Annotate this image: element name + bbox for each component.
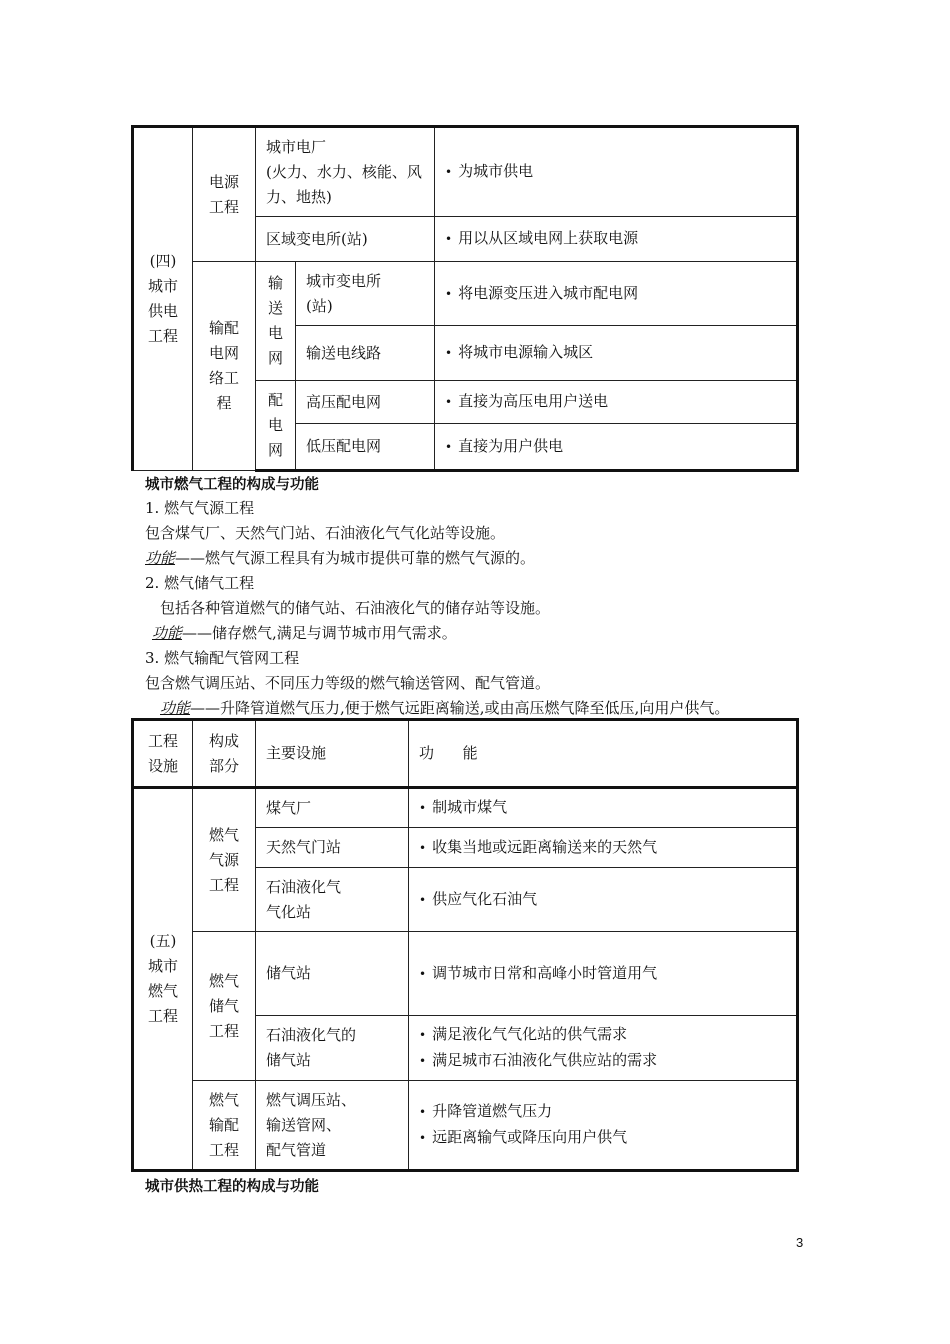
facility-cell: 低压配电网 — [296, 424, 435, 471]
facility-cell: 石油液化气 气化站 — [256, 868, 409, 932]
page-number: 3 — [796, 1235, 804, 1250]
group-cell-gas-distribution: 燃气 输配 工程 — [193, 1081, 256, 1171]
function-cell: • 升降管道燃气压力 • 远距离输气或降压向用户供气 — [409, 1081, 798, 1171]
gas-item1-title: 1. 燃气气源工程 — [145, 499, 255, 517]
header-cell: 构成 部分 — [193, 720, 256, 788]
facility-cell: 城市电厂 (火力、水力、核能、风 力、地热) — [256, 127, 435, 217]
gas-item2-title: 2. 燃气储气工程 — [145, 574, 255, 592]
function-text: ——升降管道燃气压力,便于燃气远距离输送,或由高压燃气降至低压,向用户供气。 — [190, 699, 730, 717]
facility-cell: 城市变电所 (站) — [296, 262, 435, 326]
function-cell: • 将电源变压进入城市配电网 — [435, 262, 798, 326]
facility-cell: 储气站 — [256, 932, 409, 1016]
function-cell: • 收集当地或远距离输送来的天然气 — [409, 828, 798, 868]
header-cell: 工程 设施 — [133, 720, 193, 788]
header-cell: 功 能 — [409, 720, 798, 788]
group-cell-gas-source: 燃气 气源 工程 — [193, 788, 256, 932]
facility-cell: 天然气门站 — [256, 828, 409, 868]
gas-item3-title: 3. 燃气输配气管网工程 — [145, 649, 300, 667]
group-cell-network: 输配 电网 络工 程 — [193, 262, 256, 471]
function-cell: • 将城市电源输入城区 — [435, 326, 798, 381]
group-cell-gas-storage: 燃气 储气 工程 — [193, 932, 256, 1081]
function-label: 功能 — [160, 699, 191, 717]
function-cell: • 直接为高压电用户送电 — [435, 381, 798, 424]
function-cell: • 为城市供电 — [435, 127, 798, 217]
function-text: ——燃气气源工程具有为城市提供可靠的燃气气源的。 — [175, 549, 536, 567]
facility-cell: 煤气厂 — [256, 788, 409, 828]
function-cell: • 直接为用户供电 — [435, 424, 798, 471]
section-cell-power: (四) 城市 供电 工程 — [133, 127, 193, 471]
facility-cell: 燃气调压站、 输送管网、 配气管道 — [256, 1081, 409, 1171]
function-cell: • 供应气化石油气 — [409, 868, 798, 932]
function-cell: • 调节城市日常和高峰小时管道用气 — [409, 932, 798, 1016]
function-cell: • 用以从区域电网上获取电源 — [435, 217, 798, 262]
facility-cell: 高压配电网 — [296, 381, 435, 424]
function-label: 功能 — [152, 624, 183, 642]
power-supply-table — [131, 125, 799, 472]
gas-table — [131, 718, 799, 1172]
group-cell-source: 电源 工程 — [193, 127, 256, 262]
gas-item2-function — [152, 621, 457, 646]
function-cell: • 满足液化气气化站的供气需求 • 满足城市石油液化气供应站的需求 — [409, 1016, 798, 1081]
gas-item1-text: 包含煤气厂、天然气门站、石油液化气气化站等设施。 — [145, 524, 506, 542]
gas-section-heading: 城市燃气工程的构成与功能 — [145, 477, 319, 493]
facility-cell: 输送电线路 — [296, 326, 435, 381]
function-cell: • 制城市煤气 — [409, 788, 798, 828]
section-cell-gas: (五) 城市 燃气 工程 — [133, 788, 193, 1171]
function-label: 功能 — [145, 549, 176, 567]
gas-item3-text: 包含燃气调压站、不同压力等级的燃气输送管网、配气管道。 — [145, 674, 551, 692]
subgroup-cell-transmission: 输 送 电 网 — [256, 262, 296, 381]
function-text: ——储存燃气,满足与调节城市用气需求。 — [182, 624, 457, 642]
header-cell: 主要设施 — [256, 720, 409, 788]
heating-section-heading: 城市供热工程的构成与功能 — [145, 1179, 319, 1195]
gas-item2-text: 包括各种管道燃气的储气站、石油液化气的储存站等设施。 — [160, 599, 551, 617]
subgroup-cell-distribution: 配 电 网 — [256, 381, 296, 471]
facility-cell: 区域变电所(站) — [256, 217, 435, 262]
facility-cell: 石油液化气的 储气站 — [256, 1016, 409, 1081]
gas-item1-function — [145, 546, 535, 571]
